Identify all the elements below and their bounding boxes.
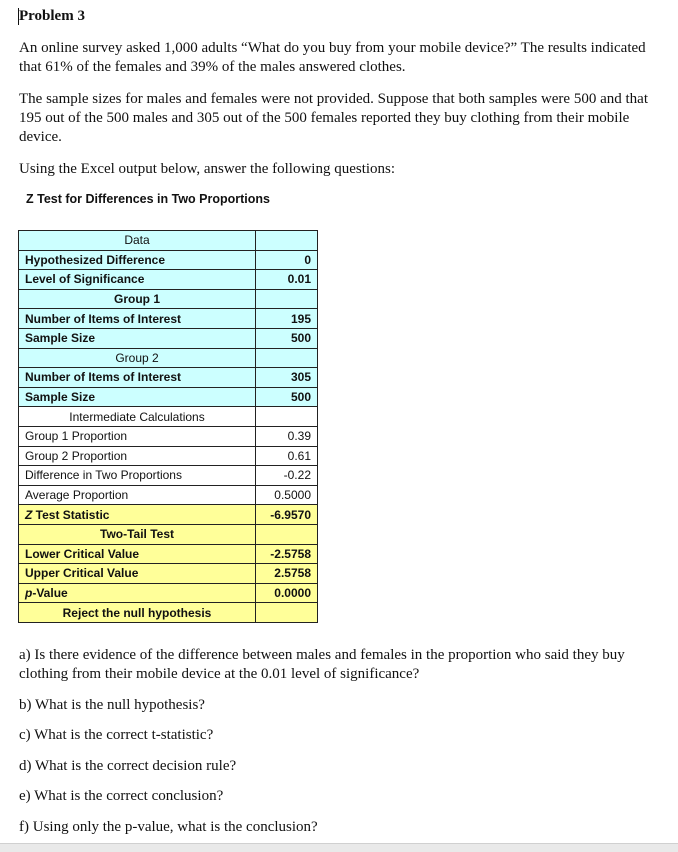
z-stat-label-text: Test Statistic — [32, 507, 110, 522]
table-row — [19, 407, 318, 427]
table-row — [19, 231, 318, 251]
table-row — [19, 309, 318, 329]
los-label: Level of Significance — [19, 270, 256, 290]
z-stat-value: -6.9570 — [256, 505, 318, 525]
g2-size-value: 500 — [256, 387, 318, 407]
table-row — [19, 328, 318, 348]
z-letter: Z — [25, 507, 33, 522]
p-value-label-text: -Value — [32, 585, 68, 600]
upper-critical-label: Upper Critical Value — [19, 564, 256, 584]
group2-header: Group 2 — [19, 348, 256, 368]
question-c: c) What is the correct t-statistic? — [19, 727, 214, 743]
table-row — [19, 466, 318, 486]
diff-value: -0.22 — [256, 466, 318, 486]
question-d: d) What is the correct decision rule? — [19, 758, 237, 774]
g1-size-value: 500 — [256, 328, 318, 348]
hyp-diff-value: 0 — [256, 250, 318, 270]
p-letter: p — [25, 585, 33, 600]
hyp-diff-label: Hypothesized Difference — [19, 250, 256, 270]
z-stat-label — [19, 505, 256, 525]
g1-prop-label: Group 1 Proportion — [19, 426, 256, 446]
question-b: b) What is the null hypothesis? — [19, 697, 205, 713]
lower-critical-label: Lower Critical Value — [19, 544, 256, 564]
p-value-value: 0.0000 — [256, 583, 318, 603]
intro-paragraph: An online survey asked 1,000 adults “What do you buy from your mobile device?” The results indicated that 61% of the females and 39% of the males answered clothes. — [19, 40, 646, 75]
intermediate-header: Intermediate Calculations — [19, 407, 256, 427]
instruction-paragraph: Using the Excel output below, answer the following questions: — [19, 161, 396, 177]
table-row — [19, 387, 318, 407]
two-tail-header: Two-Tail Test — [19, 524, 256, 544]
problem-heading: Problem 3 — [19, 8, 85, 24]
g1-items-value: 195 — [256, 309, 318, 329]
g2-items-value: 305 — [256, 368, 318, 388]
table-row — [19, 368, 318, 388]
diff-label: Difference in Two Proportions — [19, 466, 256, 486]
table-row — [19, 426, 318, 446]
g1-prop-value: 0.39 — [256, 426, 318, 446]
p-value-label — [19, 583, 256, 603]
data-header: Data — [19, 231, 256, 251]
g2-prop-value: 0.61 — [256, 446, 318, 466]
g2-size-label: Sample Size — [19, 387, 256, 407]
excel-output-table — [18, 230, 318, 623]
table-row — [19, 544, 318, 564]
g2-items-label: Number of Items of Interest — [19, 368, 256, 388]
table-row — [19, 446, 318, 466]
avg-prop-value: 0.5000 — [256, 485, 318, 505]
table-row — [19, 524, 318, 544]
question-a: a) Is there evidence of the difference between males and females in the proportion who said they buy clothing from their mobile device at the 0.01 level of significance? — [19, 647, 625, 682]
los-value: 0.01 — [256, 270, 318, 290]
decision-text: Reject the null hypothesis — [19, 603, 256, 623]
sample-paragraph: The sample sizes for males and females were not provided. Suppose that both samples were 500 and that 195 out of the 500 males and 305 out of the 500 females reported they buy clothing from their mobile device. — [19, 91, 648, 145]
table-row — [19, 583, 318, 603]
table-row — [19, 250, 318, 270]
g1-items-label: Number of Items of Interest — [19, 309, 256, 329]
table-row — [19, 505, 318, 525]
table-title: Z Test for Differences in Two Proportions — [26, 192, 271, 206]
table-row — [19, 270, 318, 290]
table-row — [19, 564, 318, 584]
group1-header: Group 1 — [19, 289, 256, 309]
lower-critical-value: -2.5758 — [256, 544, 318, 564]
table-row — [19, 485, 318, 505]
table-row — [19, 289, 318, 309]
g2-prop-label: Group 2 Proportion — [19, 446, 256, 466]
avg-prop-label: Average Proportion — [19, 485, 256, 505]
g1-size-label: Sample Size — [19, 328, 256, 348]
table-row — [19, 348, 318, 368]
upper-critical-value: 2.5758 — [256, 564, 318, 584]
table-row — [19, 603, 318, 623]
question-f: f) Using only the p-value, what is the conclusion? — [19, 819, 318, 835]
question-e: e) What is the correct conclusion? — [19, 788, 224, 804]
